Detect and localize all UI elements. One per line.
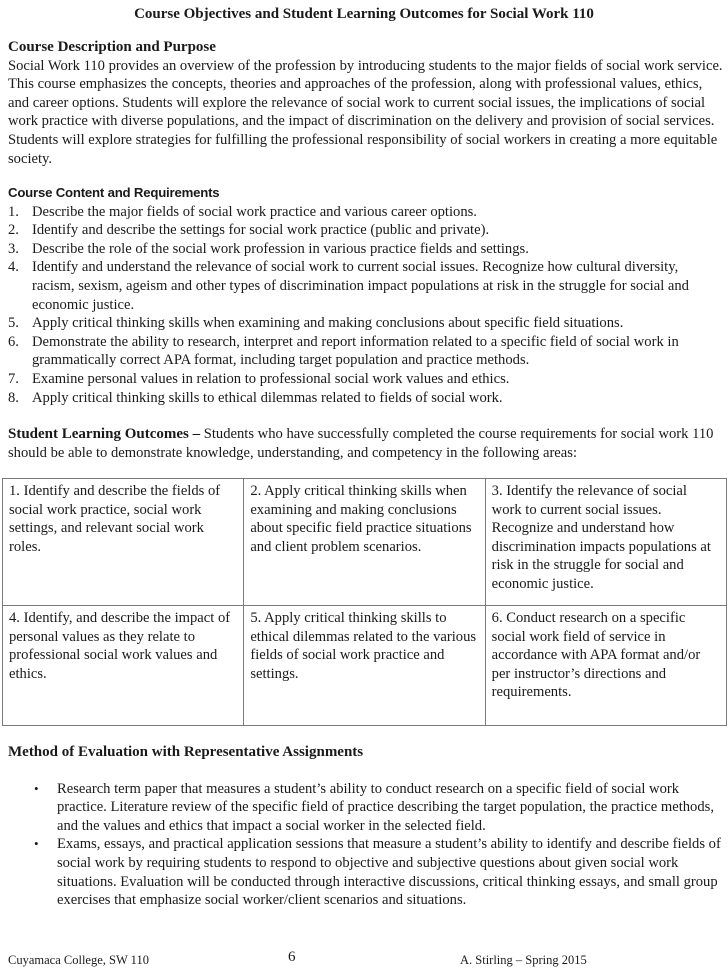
requirement-item (8, 314, 724, 333)
requirement-item (8, 389, 724, 408)
requirement-item (8, 221, 724, 240)
course-description-heading: Course Description and Purpose (8, 39, 216, 55)
requirement-item (8, 333, 724, 370)
evaluation-item (8, 780, 724, 836)
item-number: 4. (8, 259, 19, 276)
evaluation-item (8, 835, 724, 909)
footer-course: Cuyamaca College, SW 110 (8, 953, 149, 967)
item-number: 3. (8, 240, 19, 257)
item-number: 6. (8, 333, 19, 350)
item-text: Identify and describe the settings for social work practice (public and private). (32, 222, 490, 239)
item-text: Research term paper that measures a student’s ability to conduct research on a specific field of social work practice. Literature review of the specific field of practice describing the target population, the practice methods, and the values and ethics that impact a social worker in the selected field. (57, 780, 714, 834)
table-cell: 6. Conduct research on a specific social work field of service in accordance with APA format and/or per instructor’s directions and requirements. (485, 606, 726, 726)
item-number: 2. (8, 222, 19, 239)
table-cell: 3. Identify the relevance of social work to current social issues. Recognize and understand how discrimination impacts populations at risk in the struggle for social and economic justice. (485, 479, 726, 606)
course-requirements-heading: Course Content and Requirements (8, 185, 220, 200)
table-cell: 5. Apply critical thinking skills to ethical dilemmas related to the various fields of social work practice and settings. (244, 606, 485, 726)
requirement-item (8, 370, 724, 389)
item-text: Apply critical thinking skills when examining and making conclusions about specific field situations. (32, 315, 624, 332)
evaluation-heading: Method of Evaluation with Representative Assignments (8, 744, 364, 760)
course-requirements-section (8, 184, 724, 407)
evaluation-list (8, 780, 724, 910)
table-row (3, 606, 727, 726)
requirements-list (8, 203, 724, 408)
table-cell: 4. Identify, and describe the impact of personal values as they relate to professional social work values and ethics. (3, 606, 244, 726)
table-cell: 2. Apply critical thinking skills when examining and making conclusions about specific field practice situations and client problem scenarios. (244, 479, 485, 606)
course-description-body: Social Work 110 provides an overview of the profession by introducing students to the major fields of social work service. This course emphasizes the concepts, theories and approaches of the profession, along with professional values, ethics, and career options. Students will explore the relevance of social work to current social issues, the implications of social work practice with diverse populations, and the impact of discrimination on the delivery and provision of social services. Students will explore strategies for fulfilling the professional responsibility of social workers in creating a more equitable society. (8, 57, 723, 167)
item-text: Examine personal values in relation to professional social work values and ethics. (32, 370, 510, 387)
item-text: Identify and understand the relevance of social work to current social issues. Recognize how cultural diversity, racism, sexism, ageism and other types of discrimination impact populations at risk in the struggle for social and economic justice. (32, 259, 689, 313)
bullet-icon: • (34, 780, 39, 796)
item-number: 1. (8, 203, 19, 220)
item-number: 8. (8, 389, 19, 406)
item-number: 5. (8, 315, 19, 332)
item-text: Describe the role of the social work profession in various practice fields and settings. (32, 240, 529, 257)
requirement-item (8, 203, 724, 222)
item-number: 7. (8, 370, 19, 387)
learning-outcomes-heading: Student Learning Outcomes – (8, 426, 201, 442)
learning-outcomes-text: Students who have successfully completed the course requirements for social work 110 should be able to demonstrate knowledge, understanding, and competency in the following areas: (8, 426, 714, 461)
page-title: Course Objectives and Student Learning Outcomes for Social Work 110 (134, 6, 594, 22)
item-text: Apply critical thinking skills to ethical dilemmas related to fields of social work. (32, 389, 503, 406)
table-cell: 1. Identify and describe the fields of social work practice, social work settings, and relevant social work roles. (3, 479, 244, 606)
requirement-item (8, 258, 724, 314)
learning-outcomes-section (8, 425, 724, 462)
footer-author: A. Stirling – Spring 2015 (460, 953, 587, 967)
table-row (3, 479, 727, 606)
course-description-section (8, 38, 724, 168)
learning-outcomes-table (2, 478, 727, 726)
item-text: Exams, essays, and practical application sessions that measure a student’s ability to identify and describe fields of social work by requiring students to respond to objective and subjective questions about given social work situations. Evaluation will be conducted through interactive discussions, critical thinking essays, and small group exercises that emphasize social worker/client scenarios and situations. (57, 836, 721, 909)
requirement-item (8, 240, 724, 259)
page-number: 6 (288, 949, 296, 965)
bullet-icon: • (34, 836, 39, 852)
item-text: Demonstrate the ability to research, interpret and report information related to a specific field of social work in grammatically correct APA format, including target population and practice methods. (32, 333, 679, 369)
learning-outcomes-intro (8, 425, 724, 462)
item-text: Describe the major fields of social work practice and various career options. (32, 203, 477, 220)
evaluation-section (8, 743, 724, 910)
